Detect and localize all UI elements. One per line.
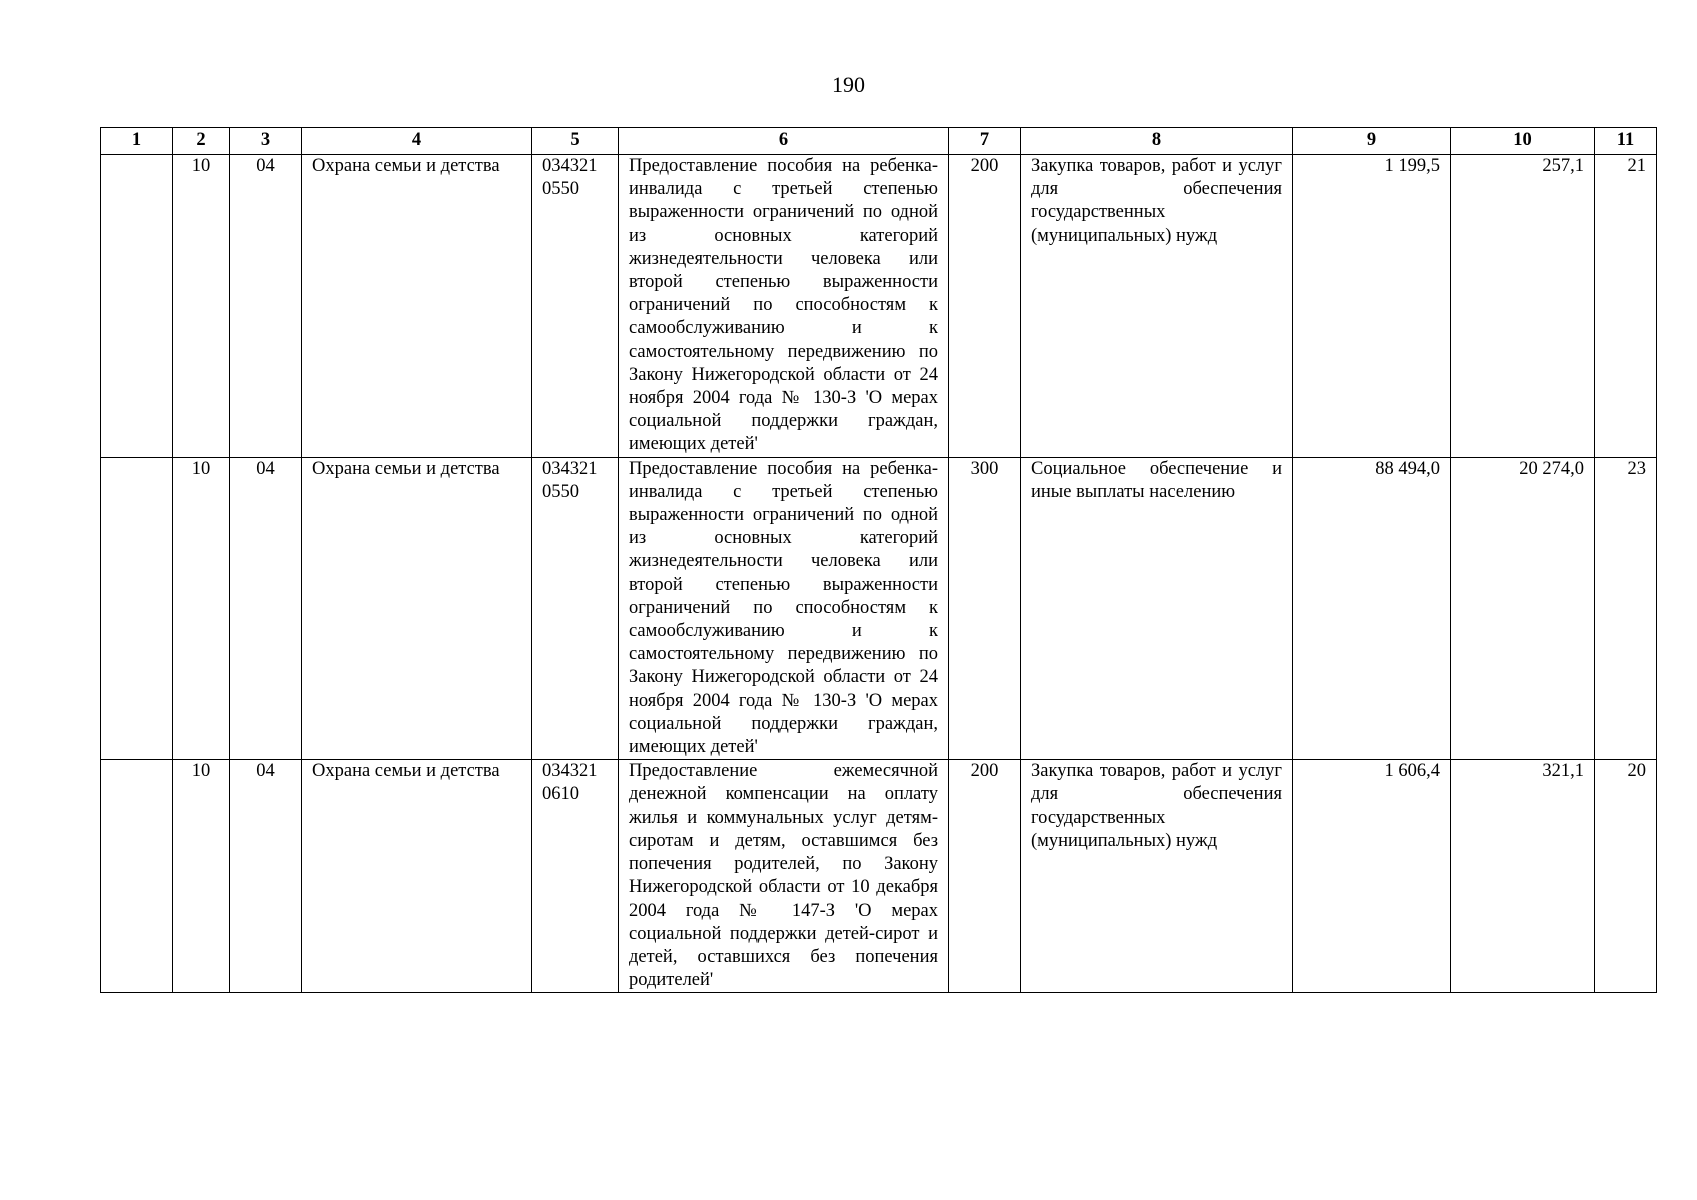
- table-row: [101, 155, 1657, 458]
- cell-amount-2: 20 274,0: [1451, 457, 1595, 760]
- column-header: 6: [619, 128, 949, 155]
- cell-subsection: 04: [230, 760, 302, 993]
- cell-expense-type-name: Закупка товаров, работ и услуг для обеспечения государственных (муниципальных) нужд: [1021, 760, 1293, 993]
- column-header: 2: [173, 128, 230, 155]
- cell-amount-1: 88 494,0: [1293, 457, 1451, 760]
- cell-subsection: 04: [230, 155, 302, 458]
- cell-description: Предоставление пособия на ребенка-инвалида с третьей степенью выраженности ограничений по одной из основных категорий жизнедеятельности человека или второй степенью выраженности ограничений по способностям к самообслуживанию и к самостоятельному передвижению по Закону Нижегородской области от 24 ноября 2004 года № 130-З 'О мерах социальной поддержки граждан, имеющих детей': [619, 155, 949, 458]
- cell-expense-type-name: Закупка товаров, работ и услуг для обеспечения государственных (муниципальных) нужд: [1021, 155, 1293, 458]
- cell-section: 10: [173, 760, 230, 993]
- code-part: 034321: [542, 458, 598, 479]
- cell-section: 10: [173, 155, 230, 458]
- column-header: 11: [1595, 128, 1657, 155]
- column-header: 7: [949, 128, 1021, 155]
- column-header: 4: [302, 128, 532, 155]
- cell-amount-2: 321,1: [1451, 760, 1595, 993]
- code-part: 0550: [542, 179, 579, 200]
- cell-percent: 20: [1595, 760, 1657, 993]
- code-part: 034321: [542, 156, 598, 176]
- cell-subsection: 04: [230, 457, 302, 760]
- column-header: 1: [101, 128, 173, 155]
- header-row: [101, 128, 1657, 155]
- cell-amount-1: 1 606,4: [1293, 760, 1451, 993]
- cell-section: 10: [173, 457, 230, 760]
- cell-target-code: [532, 457, 619, 760]
- column-header: 9: [1293, 128, 1451, 155]
- column-header: 5: [532, 128, 619, 155]
- cell-col1: [101, 155, 173, 458]
- cell-col1: [101, 457, 173, 760]
- cell-target-code: [532, 155, 619, 458]
- cell-percent: 23: [1595, 457, 1657, 760]
- table-row: [101, 457, 1657, 760]
- column-header: 3: [230, 128, 302, 155]
- code-part: 034321: [542, 761, 598, 782]
- table-row: [101, 760, 1657, 993]
- code-part: 0610: [542, 784, 579, 805]
- column-header: 8: [1021, 128, 1293, 155]
- cell-section-name: Охрана семьи и детства: [302, 457, 532, 760]
- cell-section-name: Охрана семьи и детства: [302, 760, 532, 993]
- cell-description: Предоставление пособия на ребенка-инвалида с третьей степенью выраженности ограничений по одной из основных категорий жизнедеятельности человека или второй степенью выраженности ограничений по способностям к самообслуживанию и к самостоятельному передвижению по Закону Нижегородской области от 24 ноября 2004 года № 130-З 'О мерах социальной поддержки граждан, имеющих детей': [619, 457, 949, 760]
- cell-section-name: Охрана семьи и детства: [302, 155, 532, 458]
- cell-col1: [101, 760, 173, 993]
- cell-percent: 21: [1595, 155, 1657, 458]
- cell-expense-type: 300: [949, 457, 1021, 760]
- budget-table: [100, 127, 1657, 993]
- cell-amount-1: 1 199,5: [1293, 155, 1451, 458]
- cell-description: Предоставление ежемесячной денежной компенсации на оплату жилья и коммунальных услуг детям-сиротам и детям, оставшимся без попечения родителей, по Закону Нижегородской области от 10 декабря 2004 года № 147-З 'О мерах социальной поддержки детей-сирот и детей, оставшихся без попечения родителей': [619, 760, 949, 993]
- code-part: 0550: [542, 481, 579, 502]
- cell-amount-2: 257,1: [1451, 155, 1595, 458]
- cell-target-code: [532, 760, 619, 993]
- cell-expense-type: 200: [949, 155, 1021, 458]
- column-header: 10: [1451, 128, 1595, 155]
- cell-expense-type: 200: [949, 760, 1021, 993]
- cell-expense-type-name: Социальное обеспечение и иные выплаты населению: [1021, 457, 1293, 760]
- page-number: 190: [832, 72, 865, 97]
